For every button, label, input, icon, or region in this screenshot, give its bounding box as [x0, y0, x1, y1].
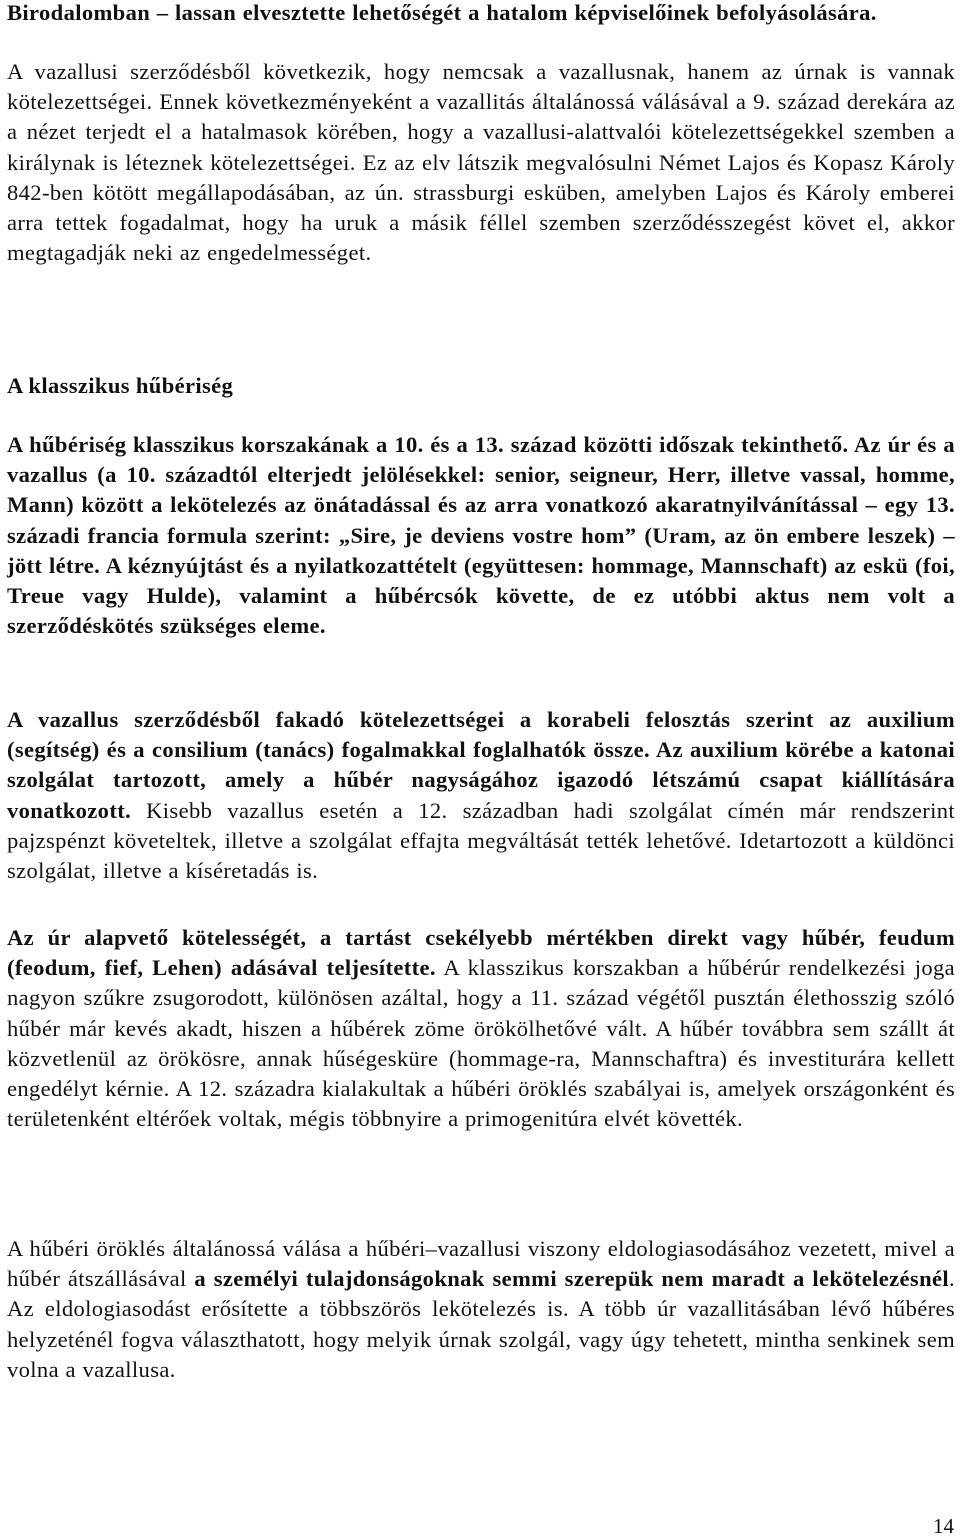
intro-bold-text: Birodalomban – lassan elvesztette lehetőségét a hatalom képviselőinek befolyásolására.	[7, 0, 877, 25]
paragraph-hubéri-orokles	[7, 1234, 955, 1385]
paragraph-text: A vazallusi szerződésből következik, hogy nemcsak a vazallusnak, hanem az úrnak is vannak kötelezettségei. Ennek következményeként a vazallitás általánossá válásával a 9. század derekára az a nézet terjedt el a hatalmasok körében, hogy a vazallusi-alattvalói kötelezettségekkel szemben a királynak is léteznek kötelezettségei. Ez az elv látszik megvalósulni Német Lajos és Kopasz Károly 842-ben kötött megállapodásában, az ún. strassburgi esküben, amelyben Lajos és Károly emberei arra tettek fogadalmat, hogy ha uruk a másik féllel szemben szerződésszegést követ el, akkor megtagadják neki az engedelmességet.	[7, 59, 955, 266]
paragraph-text-start: A hűbéri öröklés általánossá válása a hűbéri–vazallusi viszony eldologiasodásához vezetett, mivel a hűbér átszállásával	[7, 1236, 955, 1292]
page-number: 14	[933, 1514, 954, 1538]
paragraph-text: A klasszikus korszakban a hűbérúr rendelkezési joga nagyon szűkre zsugorodott, különösen azáltal, hogy a 11. század végétől pusztán élethosszig szóló hűbér már kevés akadt, hiszen a hűbérek zöme örökölhetővé vált. A hűbér továbbra sem szállt át közvetlenül az örökösre, annak hűségesküre (hommage-ra, Mannschaftra) és investiturára kellett engedélyt kérnie. A 12. századra kialakultak a hűbéri öröklés szabályai is, amelyek országonként és területenként eltérőek voltak, mégis többnyire a primogenitúra elvét követték.	[7, 955, 956, 1132]
section-heading-klasszikus-hubериseg: A klasszikus hűbériség	[7, 373, 234, 398]
paragraph-bold-text: A hűbériség klasszikus korszakának a 10. és a 13. század közötti időszak tekinthető. Az úr és a vazallus (a 10. századtól elterjedt jelölésekkel: senior, seigneur, Herr, illetve vassal, homme, Mann) között a lekötelezés az önátadással és az arra vonatkozó akaratnyilvánítással – egy 13. századi francia formula szerint: „Sire, je deviens vostre hom” (Uram, az ön embere leszek) – jött létre. A kéznyújtást és a nyilatkozattételt (együttesen: hommage, Mannschaft) az eskü (foi, Treue vagy Hulde), valamint a hűbércsók követte, de ez utóbbi aktus nem volt a szerződéskötés szükséges eleme.	[7, 432, 955, 639]
paragraph-bold-text: a személyi tulajdonságoknak semmi szerepük nem maradt a lekötelezésnél	[194, 1266, 949, 1292]
paragraph-ur-kotelessege	[7, 923, 955, 1134]
paragraph-intro-continuation	[7, 0, 955, 28]
paragraph-bold-text: Az úr alapvető kötelességét, a tartást csekélyebb mértékben direkt vagy hűbér, feudum (feodum, fief, Lehen) adásával teljesítette.	[7, 925, 955, 981]
paragraph-vazallus-kotelezettsegei	[7, 705, 955, 886]
paragraph-klasszikus-korszak	[7, 430, 955, 641]
paragraph-text-end: . Az eldologiasodást erősítette a többszörös lekötelezés is. A több úr vazallitásában lévő hűbéres helyzeténél fogva választhatott, hogy melyik úrnak szolgál, vagy úgy tehetett, mintha senkinek sem volna a vazallusa.	[7, 1266, 955, 1382]
paragraph-vazallusi-szerzodes	[7, 57, 955, 268]
paragraph-bold-text: A vazallus szerződésből fakadó kötelezettségei a korabeli felosztás szerint az auxilium (segítség) és a consilium (tanács) fogalmakkal foglalhatók össze. Az auxilium körébe a katonai szolgálat tartozott, amely a hűbér nagyságához igazodó létszámú csapat kiállítására vonatkozott.	[7, 707, 955, 823]
paragraph-text: Kisebb vazallus esetén a 12. században hadi szolgálat címén már rendszerint pajzspénzt követeltek, illetve a szolgálat effajta megváltását tették lehetővé. Idetartozott a küldönci szolgálat, illetve a kíséretadás is.	[7, 797, 955, 884]
